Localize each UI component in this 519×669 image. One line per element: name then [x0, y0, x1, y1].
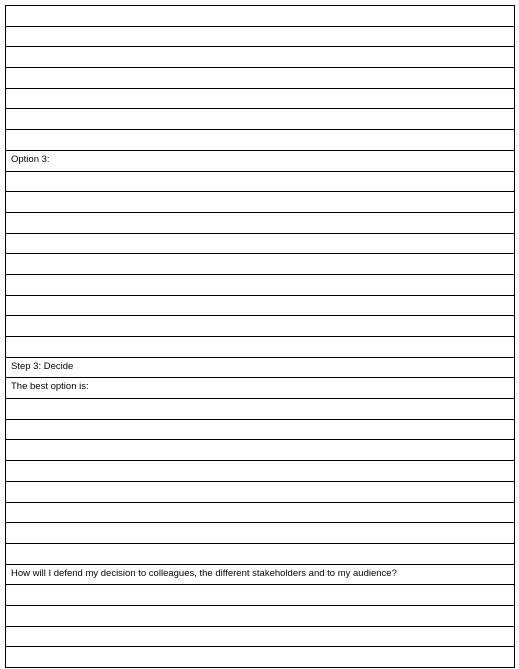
labeled-row	[6, 151, 514, 172]
blank-writing-line[interactable]	[6, 503, 514, 524]
blank-writing-line[interactable]	[6, 647, 514, 668]
blank-writing-line[interactable]	[6, 461, 514, 482]
row-label: How will I defend my decision to colleagues, the different stakeholders and to my audience?	[11, 567, 397, 579]
blank-writing-line[interactable]	[6, 234, 514, 255]
blank-writing-line[interactable]	[6, 6, 514, 27]
blank-writing-line[interactable]	[6, 213, 514, 234]
worksheet-table	[5, 5, 515, 668]
labeled-row	[6, 378, 514, 399]
blank-writing-line[interactable]	[6, 316, 514, 337]
blank-writing-line[interactable]	[6, 296, 514, 317]
blank-writing-line[interactable]	[6, 109, 514, 130]
blank-writing-line[interactable]	[6, 482, 514, 503]
blank-writing-line[interactable]	[6, 275, 514, 296]
blank-writing-line[interactable]	[6, 47, 514, 68]
blank-writing-line[interactable]	[6, 523, 514, 544]
blank-writing-line[interactable]	[6, 420, 514, 441]
blank-writing-line[interactable]	[6, 254, 514, 275]
row-label: Step 3: Decide	[11, 360, 74, 372]
blank-writing-line[interactable]	[6, 440, 514, 461]
blank-writing-line[interactable]	[6, 544, 514, 565]
labeled-row	[6, 565, 514, 586]
blank-writing-line[interactable]	[6, 89, 514, 110]
blank-writing-line[interactable]	[6, 68, 514, 89]
blank-writing-line[interactable]	[6, 585, 514, 606]
blank-writing-line[interactable]	[6, 627, 514, 648]
row-label: The best option is:	[11, 381, 89, 393]
blank-writing-line[interactable]	[6, 130, 514, 151]
blank-writing-line[interactable]	[6, 606, 514, 627]
blank-writing-line[interactable]	[6, 27, 514, 48]
blank-writing-line[interactable]	[6, 399, 514, 420]
row-label: Option 3:	[11, 153, 50, 165]
blank-writing-line[interactable]	[6, 172, 514, 193]
labeled-row	[6, 358, 514, 379]
blank-writing-line[interactable]	[6, 192, 514, 213]
blank-writing-line[interactable]	[6, 337, 514, 358]
